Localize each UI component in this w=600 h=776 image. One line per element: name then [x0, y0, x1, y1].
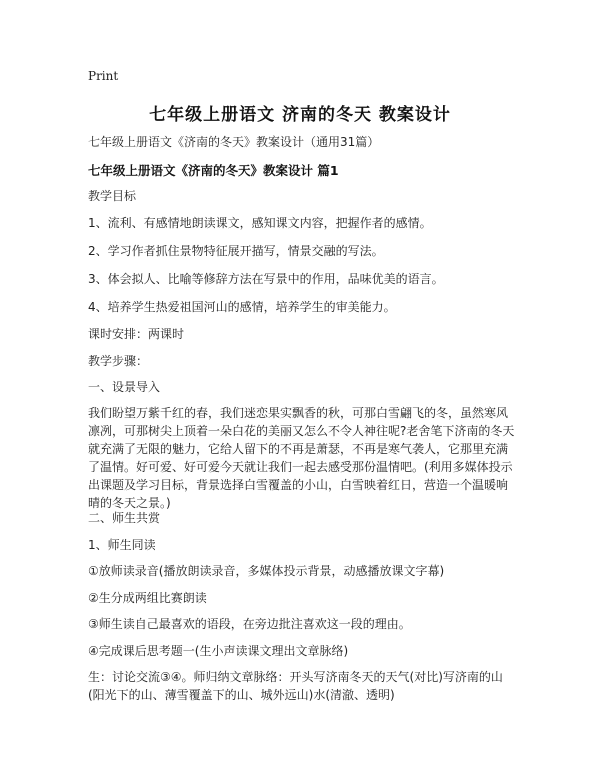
schedule-text: 课时安排：两课时	[88, 327, 185, 341]
step2-heading: 二、师生共赏	[88, 511, 161, 525]
document-subtitle: 七年级上册语文《济南的冬天》教案设计（通用31篇）	[88, 135, 380, 149]
step1-heading: 一、设景导入	[88, 380, 161, 394]
activity-item: ②生分成两组比赛朗读	[88, 591, 207, 605]
activity-item: ③师生读自己最喜欢的语段，在旁边批注喜欢这一段的理由。	[88, 617, 411, 631]
section-heading: 七年级上册语文《济南的冬天》教案设计 篇1	[88, 163, 339, 178]
step1-paragraph: 我们盼望万紫千红的春，我们迷恋果实飘香的秋，可那白雪翩飞的冬，虽然寒风凛冽，可那树尖上顶着一朵白花的美丽又怎么不令人神往呢?老舍笔下济南的冬天就充满了无限的魅力，它给人留下的不再是萧瑟，不再是寒气袭人，它那里充满了温情。好可爱、好可爱今天就让我们一起去感受那份温情吧。(利用多媒体投示出课题及学习目标，背景选择白雪覆盖的小山，白雪映着红日，营造一个温暖响晴的冬天之景。)	[88, 406, 515, 510]
goal-item: 3、体会拟人、比喻等修辞方法在写景中的作用，品味优美的语言。	[88, 272, 444, 286]
closing-paragraph: 生：讨论交流③④。师归纳文章脉络：开头写济南冬天的天气(对比)写济南的山(阳光下的山、薄雪覆盖下的山、城外远山)水(清澈、透明)	[88, 670, 503, 702]
print-link[interactable]: Print	[88, 69, 119, 83]
steps-label: 教学步骤：	[88, 354, 149, 368]
step2-subheading: 1、师生同读	[88, 538, 156, 552]
teaching-goals-label: 教学目标	[88, 189, 137, 203]
activity-item: ①放师读录音(播放朗读录音，多媒体投示背景，动感播放课文字幕)	[88, 564, 445, 578]
goal-item: 2、学习作者抓住景物特征展开描写，情景交融的写法。	[88, 244, 384, 258]
activity-item: ④完成课后思考题一(生小声读课文理出文章脉络)	[88, 644, 349, 658]
page-title: 七年级上册语文 济南的冬天 教案设计	[149, 105, 451, 125]
goal-item: 4、培养学生热爱祖国河山的感情，培养学生的审美能力。	[88, 300, 396, 314]
goal-item: 1、流利、有感情地朗读课文，感知课文内容，把握作者的感情。	[88, 216, 432, 230]
